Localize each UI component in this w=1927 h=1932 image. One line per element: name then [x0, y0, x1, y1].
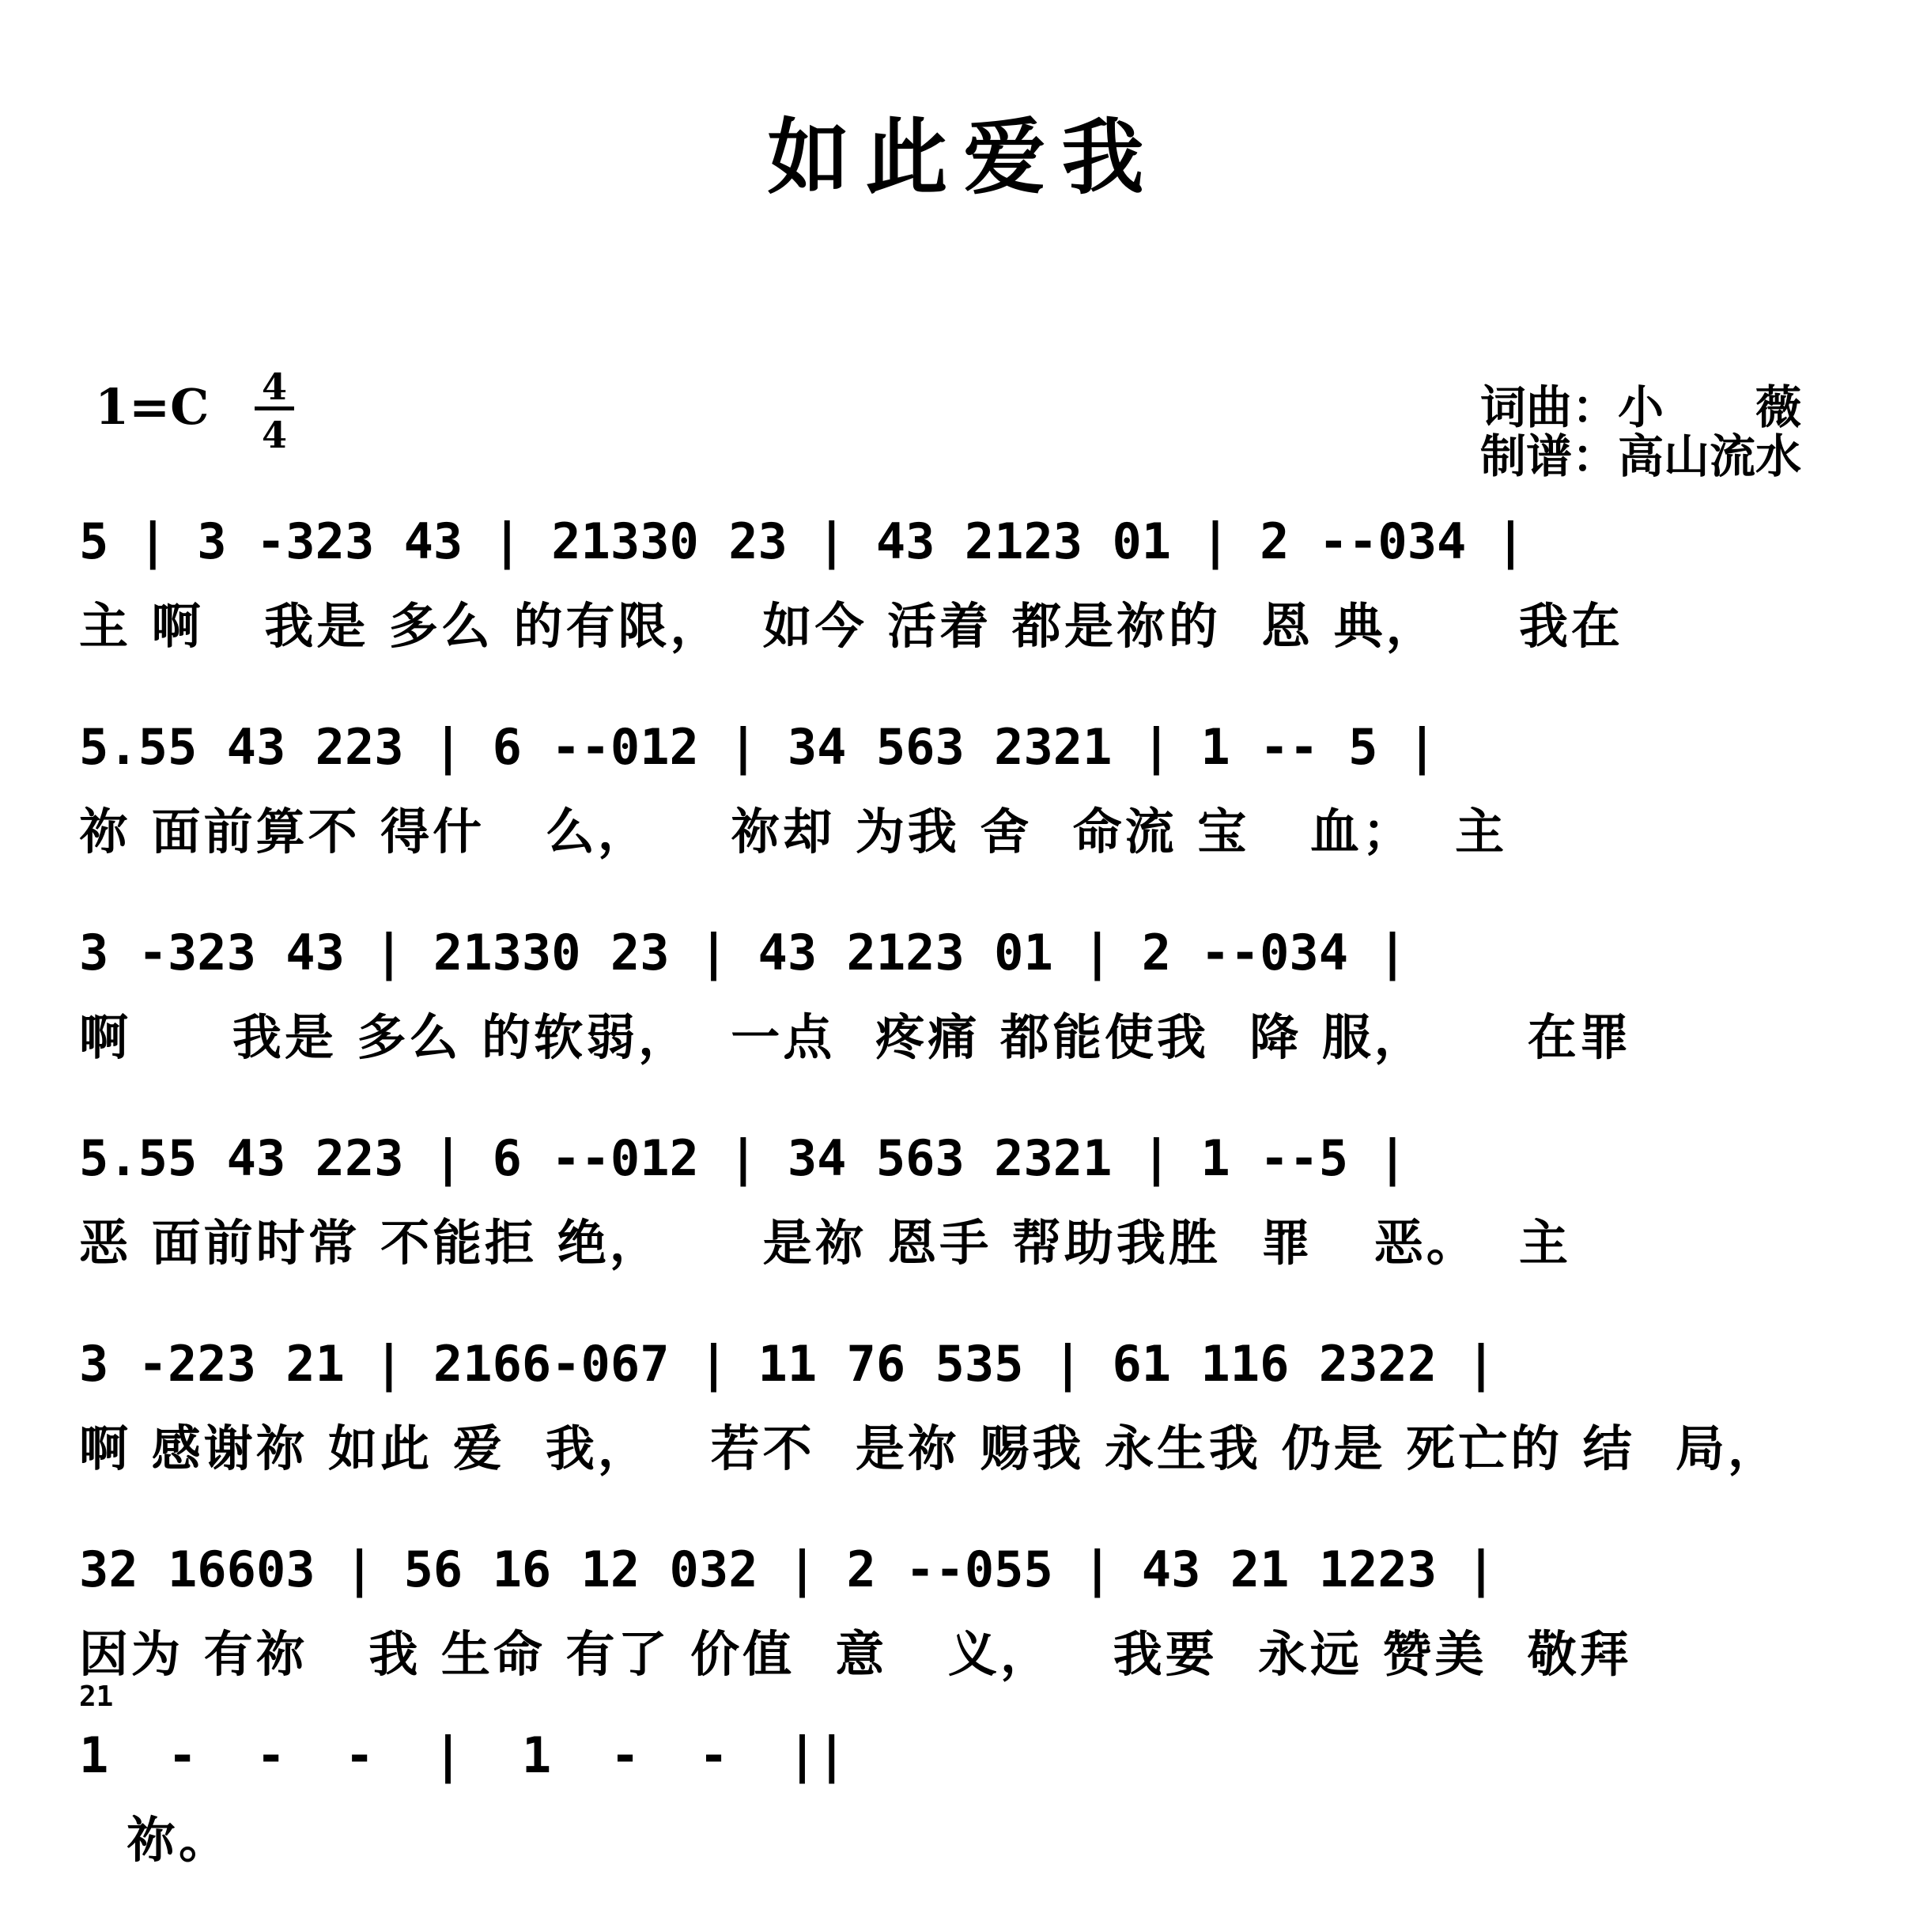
notation-line: 3 -223 21 | 2166-067 | 11 76 535 | 61 116 2322 |	[79, 1335, 1496, 1393]
notation-line: 5 | 3 -323 43 | 21330 23 | 43 2123 01 | 2 --034 |	[79, 512, 1526, 570]
lyrics-line: 主 啊 我是 多么 的有限， 如今 活着 都是祢的 恩 典， 我在	[79, 597, 1623, 655]
lyrics-line: 啊 我是 多么 的软弱， 一点 疼痛 都能使我 降 服， 在罪	[79, 1008, 1632, 1066]
grace-notes: 21	[79, 1681, 114, 1713]
time-signature-top: 4	[261, 365, 287, 408]
ending-lyrics-line: 祢。	[127, 1811, 232, 1869]
key-signature: 1=C	[95, 378, 210, 436]
ending-notation-line: 1 - - - | 1 - - ||	[79, 1726, 847, 1784]
slur-marks	[79, 1534, 1850, 1605]
slur-marks	[79, 712, 1850, 783]
slur-marks	[79, 506, 1850, 577]
credit-transcriber: 制谱：高山流水	[1480, 429, 1802, 483]
time-signature-bottom: 4	[261, 414, 287, 456]
time-signature	[255, 365, 294, 456]
slur-marks	[79, 1123, 1850, 1194]
lyrics-line: 啊 感谢祢 如此 爱 我， 若不 是祢 赐我 永生我 仍是 死亡的 结 局，	[79, 1420, 1780, 1477]
notation-line: 32 16603 | 56 16 12 032 | 2 --055 | 43 21 1223 |	[79, 1541, 1496, 1598]
lyrics-line: 因为 有祢 我 生命 有了 价值 意 义， 我要 永远 赞美 敬拜	[79, 1625, 1632, 1683]
credit-lyrics-music: 词曲：小 薇	[1480, 380, 1802, 434]
lyrics-line: 恶 面前时常 不能拒 绝， 是祢 恩手 帮助我胜 罪 恶。 主	[79, 1214, 1571, 1272]
lyrics-line: 祢 面前算不 得什 么， 祢却 为我 舍 命流 宝 血； 主	[79, 803, 1508, 860]
slur-marks	[79, 1329, 1850, 1400]
notation-line: 3 -323 43 | 21330 23 | 43 2123 01 | 2 --034 |	[79, 924, 1407, 981]
notation-line: 5.55 43 223 | 6 --012 | 34 563 2321 | 1 -- 5 |	[79, 718, 1438, 776]
slur-marks	[79, 917, 1850, 989]
notation-line: 5.55 43 223 | 6 --012 | 34 563 2321 | 1 --5 |	[79, 1129, 1407, 1187]
song-title: 如此爱我	[767, 109, 1160, 206]
tie-mark	[79, 1720, 791, 1791]
